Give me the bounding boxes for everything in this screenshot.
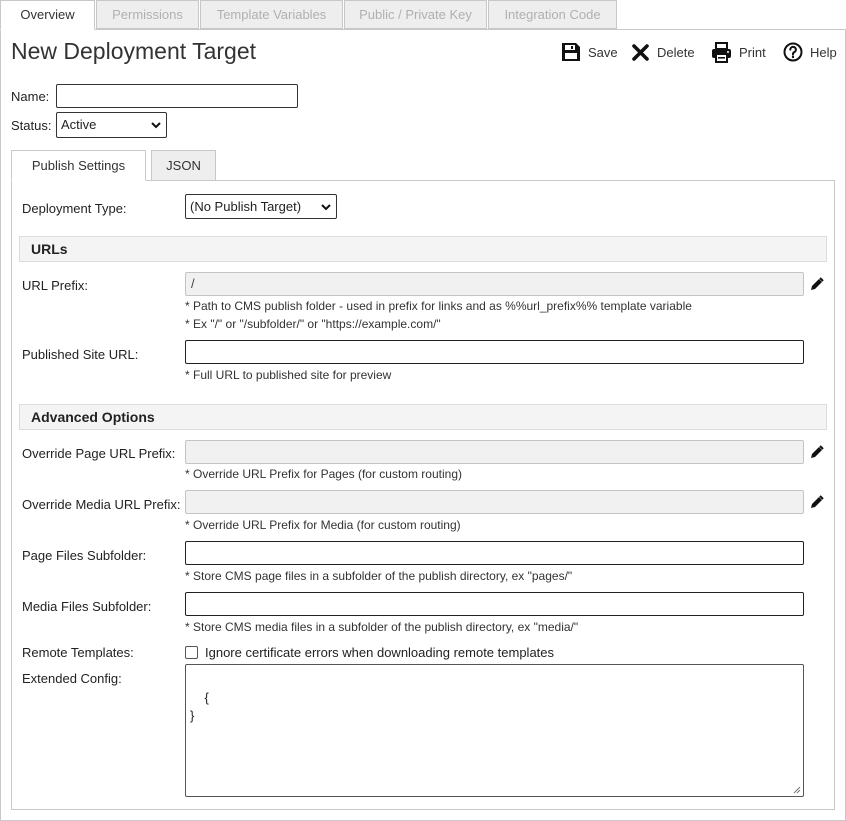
url-prefix-hint: * Path to CMS publish folder - used in prefix for links and as %%url_prefix%% template variable — [185, 299, 692, 313]
page-files-subfolder-hint: * Store CMS page files in a subfolder of the publish directory, ex "pages/" — [185, 569, 573, 583]
url-prefix-input[interactable]: / — [185, 272, 804, 296]
deployment-type-value: (No Publish Target) — [190, 199, 302, 214]
delete-button[interactable] — [631, 41, 695, 63]
override-media-url-prefix-input[interactable] — [185, 490, 804, 514]
delete-label: Delete — [657, 44, 695, 60]
status-label: Status: — [11, 118, 52, 133]
page-files-subfolder-label: Page Files Subfolder: — [22, 548, 147, 563]
remote-templates-label: Remote Templates: — [22, 645, 134, 660]
override-page-url-prefix-hint: * Override URL Prefix for Pages (for custom routing) — [185, 467, 462, 481]
media-files-subfolder-hint: * Store CMS media files in a subfolder of the publish directory, ex "media/" — [185, 620, 579, 634]
printer-icon — [711, 42, 732, 63]
published-site-url-hint: * Full URL to published site for preview — [185, 368, 392, 382]
ignore-cert-errors-label[interactable]: Ignore certificate errors when downloading remote templates — [205, 645, 555, 660]
page-files-subfolder-input[interactable] — [185, 541, 804, 565]
name-label: Name: — [11, 89, 50, 104]
help-button[interactable] — [783, 41, 837, 63]
chevron-down-icon — [321, 203, 331, 211]
save-button[interactable] — [561, 41, 618, 63]
url-prefix-example-hint: * Ex "/" or "/subfolder/" or "https://example.com/" — [185, 317, 441, 331]
save-label: Save — [588, 44, 618, 60]
url-prefix-label: URL Prefix: — [22, 278, 88, 293]
status-value: Active — [61, 117, 97, 132]
urls-section-header: URLs — [19, 236, 827, 262]
name-input[interactable] — [56, 84, 298, 108]
override-page-url-prefix-label: Override Page URL Prefix: — [22, 446, 176, 461]
question-circle-icon — [783, 42, 803, 62]
chevron-down-icon — [151, 121, 161, 129]
pencil-icon[interactable] — [810, 495, 824, 509]
top-tab-bar — [0, 0, 846, 30]
x-icon — [631, 43, 650, 62]
pencil-icon[interactable] — [810, 277, 824, 291]
override-page-url-prefix-input[interactable] — [185, 440, 804, 464]
published-site-url-input[interactable] — [185, 340, 804, 364]
print-button[interactable] — [711, 41, 766, 63]
tab-public-private-key[interactable]: Public / Private Key — [344, 0, 487, 29]
print-label: Print — [739, 44, 766, 60]
override-media-url-prefix-hint: * Override URL Prefix for Media (for custom routing) — [185, 518, 461, 532]
tab-overview[interactable]: Overview — [0, 0, 95, 30]
tab-template-variables[interactable]: Template Variables — [200, 0, 343, 29]
deployment-type-select[interactable] — [185, 194, 337, 219]
status-select[interactable] — [56, 112, 167, 138]
resize-handle-icon[interactable] — [792, 785, 801, 794]
extended-config-label: Extended Config: — [22, 671, 122, 686]
media-files-subfolder-input[interactable] — [185, 592, 804, 616]
tab-integration-code[interactable]: Integration Code — [488, 0, 617, 29]
page-title: New Deployment Target — [11, 38, 257, 64]
extended-config-textarea[interactable] — [185, 664, 804, 797]
deployment-type-label: Deployment Type: — [22, 201, 127, 216]
ignore-cert-errors-checkbox[interactable] — [185, 646, 198, 659]
help-label: Help — [810, 44, 837, 60]
tab-permissions[interactable]: Permissions — [96, 0, 199, 29]
advanced-options-section-header: Advanced Options — [19, 404, 827, 430]
pencil-icon[interactable] — [810, 445, 824, 459]
published-site-url-label: Published Site URL: — [22, 347, 139, 362]
extended-config-value: { } — [190, 690, 209, 723]
floppy-disk-icon — [561, 42, 581, 62]
tab-publish-settings[interactable]: Publish Settings — [11, 150, 146, 181]
override-media-url-prefix-label: Override Media URL Prefix: — [22, 497, 181, 512]
tab-json[interactable]: JSON — [151, 150, 216, 181]
media-files-subfolder-label: Media Files Subfolder: — [22, 599, 152, 614]
